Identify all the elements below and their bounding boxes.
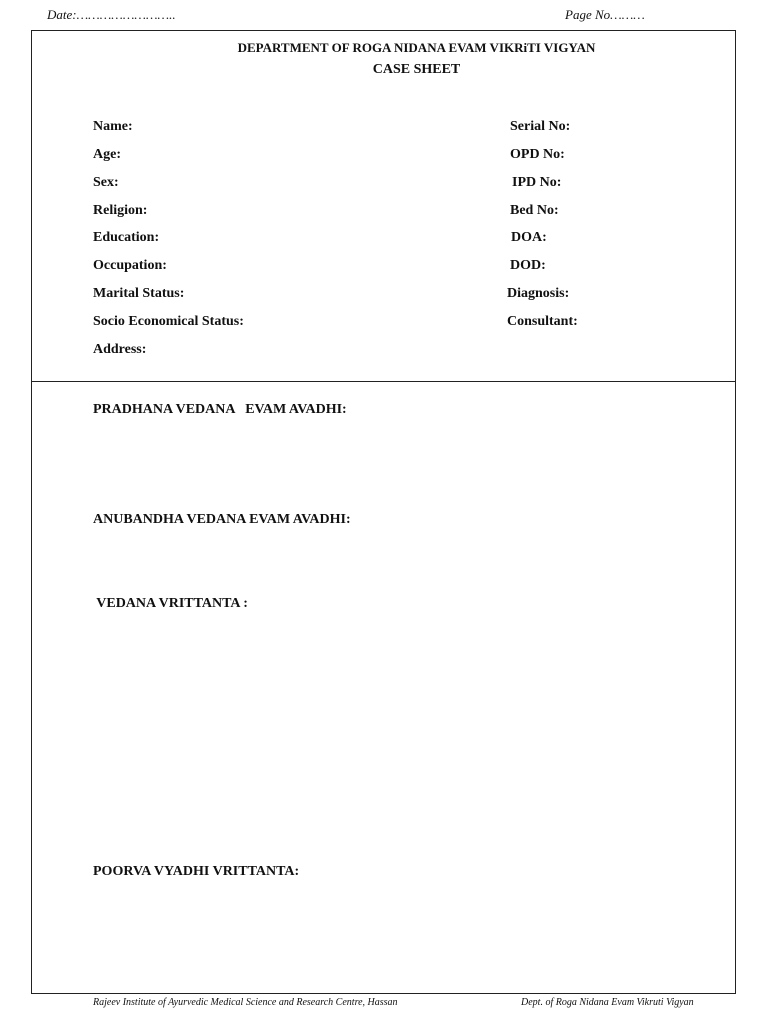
field-bed-no: Bed No: [510,203,559,218]
field-ipd-no: IPD No: [512,175,562,190]
section-poorva-vyadhi-vrittanta: POORVA VYADHI VRITTANTA: [93,864,300,879]
case-sheet-title: CASE SHEET [372,62,461,77]
department-title: DEPARTMENT OF ROGA NIDANA EVAM VIKRiTI VIGYAN [237,40,596,55]
field-serial-no: Serial No: [510,119,571,134]
page-number-label: Page No……… [565,7,645,22]
field-opd-no: OPD No: [510,147,565,162]
field-name: Name: [93,119,133,134]
field-consultant: Consultant: [507,314,578,329]
field-doa: DOA: [511,230,547,245]
field-dod: DOD: [510,258,546,273]
section-divider [32,381,735,382]
field-sex: Sex: [93,175,119,190]
footer-department: Dept. of Roga Nidana Evam Vikruti Vigyan [521,997,694,1008]
section-vedana-vrittanta: VEDANA VRITTANTA : [93,596,248,611]
field-age: Age: [93,147,121,162]
section-anubandha-vedana: ANUBANDHA VEDANA EVAM AVADHI: [93,512,351,527]
field-religion: Religion: [93,203,148,218]
field-socio-economical-status: Socio Economical Status: [93,314,244,329]
field-marital-status: Marital Status: [93,286,185,301]
field-address: Address: [93,342,147,357]
field-occupation: Occupation: [93,258,167,273]
section-pradhana-vedana: PRADHANA VEDANA EVAM AVADHI: [93,402,347,417]
footer-institute: Rajeev Institute of Ayurvedic Medical Science and Research Centre, Hassan [93,997,398,1008]
field-education: Education: [93,230,160,245]
field-diagnosis: Diagnosis: [507,286,570,301]
date-label: Date:…………………….. [47,7,176,22]
